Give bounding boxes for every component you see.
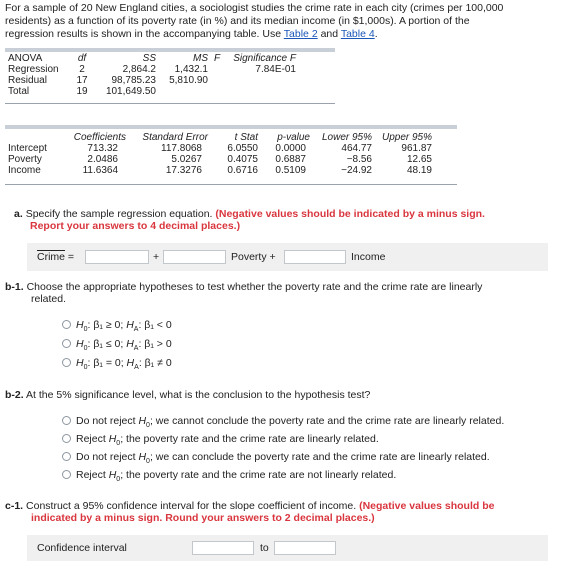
table-cell: 464.77 — [341, 143, 372, 154]
b2-option-1[interactable] — [76, 415, 504, 432]
question-c1-warning-2: indicated by a minus sign. Round your answers to 2 decimal places.) — [31, 512, 375, 524]
h0-symbol: H — [76, 357, 84, 369]
ci-lower-input[interactable] — [192, 541, 254, 555]
anova-row-residual — [6, 75, 298, 86]
option-text: ; the poverty rate and the crime rate are linearly related. — [120, 433, 379, 445]
coef-row-income — [6, 165, 434, 176]
table-cell: 48.19 — [406, 165, 432, 176]
option-text: Reject — [76, 469, 109, 481]
subscript: 0 — [83, 345, 88, 353]
ci-label: Confidence interval — [37, 542, 127, 554]
anova-col-sigf: Significance F — [233, 53, 296, 64]
b1-option-1-radio[interactable] — [62, 320, 71, 329]
table-cell — [224, 86, 298, 97]
table-cell: 2.0486 — [87, 154, 118, 165]
table-cell: 98,785.23 — [111, 75, 156, 86]
table-cell: Poverty — [8, 154, 42, 165]
coef-col-upper95: Upper 95% — [381, 132, 432, 143]
b1-option-3[interactable] — [76, 357, 172, 374]
question-b2-text: At the 5% significance level, what is the conclusion to the hypothesis test? — [26, 389, 371, 401]
question-a-warning-2: Report your answers to 4 decimal places.) — [30, 220, 241, 232]
anova-row-total — [6, 86, 298, 97]
table-cell: 12.65 — [406, 154, 432, 165]
crime-hat-label: Crime — [37, 251, 65, 263]
intercept-input[interactable] — [85, 250, 149, 264]
table-cell: 713.32 — [87, 143, 118, 154]
question-b1 — [5, 281, 565, 305]
coef-row-intercept — [6, 143, 434, 154]
subscript: 0 — [83, 326, 88, 334]
question-a-label: a. — [14, 208, 23, 220]
h0-symbol: H — [108, 433, 117, 445]
coef-col-lower95: Lower 95% — [321, 132, 372, 143]
table-cell: Total — [8, 86, 30, 97]
alt-relation: : β₁ < 0 — [138, 319, 172, 331]
intro-line-2: residents) as a function of its poverty rate (in %) and its median income (in $1,000s). A portion of the — [5, 15, 470, 27]
subscript: A — [133, 326, 139, 334]
option-text: ; we can conclude the poverty rate and the crime rate are linearly related. — [149, 451, 490, 463]
table-cell: 2,864.2 — [122, 64, 156, 75]
option-text: Do not reject — [76, 451, 139, 463]
anova-col-f: F — [213, 53, 221, 64]
h0-symbol: H — [76, 319, 84, 331]
table-cell: 17 — [76, 75, 88, 86]
option-text: Do not reject — [76, 415, 139, 427]
table-cell: Regression — [8, 64, 59, 75]
subscript: 0 — [116, 476, 121, 484]
coef-col-pvalue: p-value — [277, 132, 310, 143]
anova-header-row — [6, 53, 298, 64]
table-cell: Intercept — [8, 143, 47, 154]
question-c1-line-1 — [5, 500, 567, 512]
table-cell: 0.0000 — [275, 143, 306, 154]
coef-table — [6, 132, 434, 176]
subscript: A — [134, 364, 139, 372]
ci-upper-input[interactable] — [274, 541, 336, 555]
subscript: 0 — [116, 440, 121, 448]
income-label: Income — [351, 251, 386, 263]
table-cell — [210, 75, 224, 86]
null-relation: : β₁ ≥ 0; — [87, 319, 124, 331]
problem-intro — [5, 2, 567, 41]
question-b1-text-2: related. — [31, 293, 67, 305]
table-cell: 19 — [76, 86, 88, 97]
intro-line-3: regression results is shown in the accompanying table. Use Table 2 and Table 4. — [5, 28, 378, 40]
coef-top-bar — [5, 125, 457, 129]
option-text: ; we cannot conclude the poverty rate and the crime rate are linearly related. — [149, 415, 505, 427]
b1-option-3-radio[interactable] — [62, 358, 71, 367]
poverty-coef-input[interactable] — [163, 250, 226, 264]
option-text: ; the poverty rate and the crime rate are not linearly related. — [120, 469, 397, 481]
equals-sign: = — [67, 251, 75, 263]
h0-symbol: H — [76, 338, 84, 350]
alt-relation: : β₁ > 0 — [138, 338, 172, 350]
b1-option-2-radio[interactable] — [62, 339, 71, 348]
plus-sign: + — [153, 251, 160, 263]
question-b1-label: b-1. — [5, 281, 24, 293]
subscript: 0 — [146, 458, 150, 466]
coef-header-row — [6, 132, 434, 143]
coef-bottom-rule — [5, 184, 457, 185]
b2-option-1-radio[interactable] — [62, 416, 71, 425]
table-2-link[interactable]: Table 2 — [283, 28, 318, 40]
b2-option-4-radio[interactable] — [62, 470, 71, 479]
table-cell — [158, 86, 210, 97]
table-cell: 101,649.50 — [105, 86, 156, 97]
table-4-link[interactable]: Table 4 — [340, 28, 375, 40]
table-cell: 1,432.1 — [174, 64, 208, 75]
anova-col-ms: MS — [193, 53, 208, 64]
option-text: Reject — [76, 433, 109, 445]
ci-to-label: to — [260, 542, 269, 554]
coef-col-coefficients: Coefficients — [73, 132, 126, 143]
table-cell: −8.56 — [346, 154, 372, 165]
ha-symbol: H — [123, 338, 134, 350]
poverty-label: Poverty + — [231, 251, 276, 263]
anova-row-regression — [6, 64, 298, 75]
question-a-warning: (Negative values should be indicated by a minus sign. — [215, 208, 485, 220]
b2-option-3-radio[interactable] — [62, 452, 71, 461]
table-cell: 6.0550 — [227, 143, 258, 154]
h0-symbol: H — [138, 415, 147, 427]
table-cell: 17.3276 — [165, 165, 202, 176]
b1-option-1[interactable] — [76, 319, 172, 336]
table-cell: 961.87 — [401, 143, 432, 154]
coef-col-blank — [6, 132, 62, 143]
null-relation: : β₁ = 0; — [87, 357, 124, 369]
subscript: 0 — [146, 422, 150, 430]
table-cell: 0.6716 — [227, 165, 258, 176]
question-a-text: Specify the sample regression equation. — [25, 208, 213, 220]
question-b2 — [5, 389, 565, 401]
table-cell: Residual — [8, 75, 47, 86]
b2-option-4[interactable] — [76, 469, 396, 486]
income-coef-input[interactable] — [284, 250, 346, 264]
intro-line-1: For a sample of 20 New England cities, a sociologist studies the crime rate in each city (crimes per 100,000 — [5, 2, 504, 14]
alt-relation: : β₁ ≠ 0 — [138, 357, 172, 369]
b1-option-2[interactable] — [76, 338, 172, 355]
table-cell: 0.6887 — [275, 154, 306, 165]
question-b1-text: Choose the appropriate hypotheses to test whether the poverty rate and the crime rate are linearly — [26, 281, 483, 293]
question-a — [14, 208, 554, 232]
anova-table — [6, 53, 298, 97]
table-cell: 7.84E-01 — [255, 64, 296, 75]
question-c1-warning: (Negative values should be — [359, 500, 495, 512]
table-cell — [224, 75, 298, 86]
table-cell: 5,810.90 — [169, 75, 208, 86]
coef-col-tstat: t Stat — [234, 132, 258, 143]
h0-symbol: H — [138, 451, 147, 463]
anova-bottom-rule — [5, 103, 335, 104]
question-c1-text: Construct a 95% confidence interval for the slope coefficient of income. — [26, 500, 357, 512]
anova-col-df: df — [77, 53, 87, 64]
coef-row-poverty — [6, 154, 434, 165]
ha-symbol: H — [123, 357, 135, 369]
coef-col-std-error: Standard Error — [142, 132, 208, 143]
table-cell: 11.6364 — [82, 165, 118, 176]
table-cell: Income — [8, 165, 41, 176]
question-c1 — [5, 500, 567, 524]
b2-option-3[interactable] — [76, 451, 490, 468]
table-cell — [210, 86, 224, 97]
anova-top-bar — [5, 48, 335, 52]
subscript: A — [133, 345, 139, 353]
question-a-line-1 — [14, 208, 554, 220]
table-cell: −24.92 — [341, 165, 372, 176]
table-cell: 5.0267 — [171, 154, 202, 165]
question-b1-line-1 — [5, 281, 565, 293]
table-cell: 0.5109 — [275, 165, 306, 176]
null-relation: : β₁ ≤ 0; — [87, 338, 124, 350]
question-b2-label: b-2. — [5, 389, 24, 401]
b2-option-2-radio[interactable] — [62, 434, 71, 443]
ha-symbol: H — [123, 319, 134, 331]
table-cell: 117.8068 — [161, 143, 202, 154]
anova-col-label: ANOVA — [8, 53, 43, 64]
anova-col-ss: SS — [142, 53, 156, 64]
crime-label — [37, 250, 74, 264]
subscript: 0 — [83, 364, 88, 372]
question-c1-label: c-1. — [5, 500, 24, 512]
b2-option-2[interactable] — [76, 433, 379, 450]
table-cell: 0.4075 — [227, 154, 258, 165]
table-cell — [210, 64, 224, 75]
table-cell: 2 — [79, 64, 85, 75]
h0-symbol: H — [108, 469, 117, 481]
